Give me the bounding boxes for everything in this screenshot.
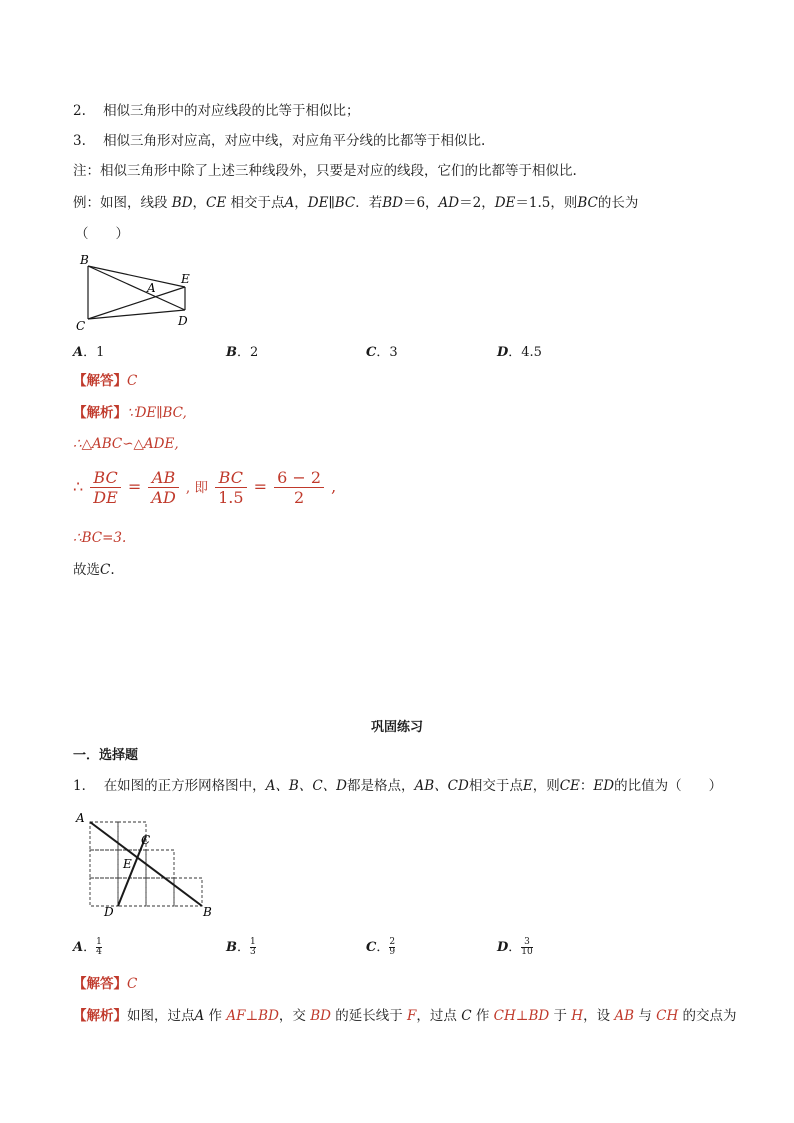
example-figure (70, 250, 210, 335)
option-letter: B (226, 345, 237, 360)
denominator: 4 (96, 947, 102, 957)
math-var: A (194, 1008, 205, 1024)
grid-figure (70, 808, 220, 923)
text-run: 作 (208, 1008, 223, 1024)
math-var: ED (593, 778, 615, 794)
conclusion-line (73, 560, 115, 580)
text-run: , (331, 477, 337, 496)
analysis-tag: 【解析】 (73, 1008, 127, 1024)
text-run: ，则 (532, 778, 560, 794)
math-var: E (522, 778, 533, 794)
option-letter: D (497, 940, 509, 955)
denominator: 1.5 (218, 488, 244, 507)
denominator: 10 (521, 947, 533, 957)
note-text: 注：相似三角形中除了上述三种线段外，只要是对应的线段，它们的比都等于相似比. (73, 163, 577, 179)
section-title: 巩固练习 (370, 720, 423, 735)
math-var: BD (171, 195, 193, 211)
option-text: ．1 (83, 345, 105, 360)
text-run: ，过点 (416, 1008, 457, 1024)
text-run: 与 (638, 1008, 652, 1024)
text-run: ＝1.5，则 (515, 195, 578, 211)
fraction (90, 468, 121, 507)
analysis-tag: 【解析】 (73, 405, 127, 421)
text-run: ，设 (583, 1008, 611, 1024)
option-letter: C (366, 940, 377, 955)
option-text: ．3 (376, 345, 398, 360)
analysis-step: ∴△ABC∽△ADE, (73, 436, 179, 452)
text-run: 都是格点， (347, 778, 415, 794)
math-var: A、B、C、D (265, 778, 348, 794)
label-b: B (80, 253, 89, 267)
numerator: 1 (96, 937, 102, 947)
text-run: 的长为 (597, 195, 639, 211)
text-run: 的延长线于 (335, 1008, 403, 1024)
option-text: ．2 (237, 345, 259, 360)
numerator: 6 − 2 (277, 468, 322, 487)
text-run: ．若 (355, 195, 383, 211)
fraction (148, 468, 178, 507)
text-run: 作 (475, 1008, 490, 1024)
label-d: D (104, 905, 114, 919)
math-var: CH (656, 1008, 679, 1024)
equals-sign: = (127, 477, 142, 496)
answer-paren: （ ） (75, 226, 129, 242)
text-run: ， (192, 195, 207, 211)
text-run: ＝2， (459, 195, 495, 211)
analysis-line (73, 1006, 737, 1026)
text-run: 相交于点 (468, 778, 523, 794)
numerator: 3 (524, 937, 530, 947)
numerator: AB (151, 468, 176, 487)
option-c[interactable] (366, 341, 398, 360)
label-e: E (123, 857, 132, 871)
label-e: E (181, 272, 190, 286)
math-var: C (100, 562, 111, 578)
fraction (521, 938, 532, 957)
text-run: 相交于点 (230, 195, 285, 211)
label-a: A (147, 281, 156, 295)
math-var: DE∥BC (307, 195, 356, 211)
math-var: H (571, 1008, 584, 1024)
item-text: 相似三角形对应高，对应中线，对应角平分线的比都等于相似比. (103, 133, 486, 149)
answer-tag: 【解答】 (73, 373, 127, 389)
text-run: 的比值为（ ） (614, 778, 723, 794)
option-d[interactable]: D． $\frac{3}{10}$ (497, 937, 533, 957)
math-expr: AF⊥BD (226, 1008, 279, 1024)
option-b[interactable]: B． $\frac{1}{3}$ (226, 937, 256, 957)
denominator: 9 (389, 947, 396, 957)
equals-sign: = (253, 477, 268, 496)
text-run: 于 (553, 1008, 567, 1024)
fraction (250, 938, 256, 957)
math-var: AD (438, 195, 460, 211)
text-run: ： (579, 778, 594, 794)
math-var: A (284, 195, 295, 211)
math-var: BD (310, 1008, 331, 1024)
text-run: 如图，过点 (127, 1008, 195, 1024)
math-var: BC (577, 195, 598, 211)
option-letter: D (497, 345, 509, 360)
analysis-line-1 (73, 403, 187, 423)
label-d: D (178, 314, 188, 328)
item-number: 3. (73, 133, 86, 149)
math-var: AB (614, 1008, 635, 1024)
therefore-symbol: ∴ (73, 477, 84, 496)
numerator: BC (218, 468, 243, 487)
answer-value: C (127, 373, 138, 389)
fraction (274, 468, 324, 507)
numerator: BC (93, 468, 118, 487)
math-var: DE (494, 195, 516, 211)
text-run: , 即 (185, 480, 208, 496)
fraction (389, 938, 395, 957)
denominator: 3 (250, 947, 256, 957)
list-item-2 (73, 101, 360, 121)
label-c: C (141, 833, 151, 847)
label-a: A (76, 811, 85, 825)
option-a[interactable]: A． $\frac{1}{4}$ (73, 937, 102, 957)
segment-be (88, 266, 185, 287)
analysis-step: ∴BC=3. (73, 530, 127, 546)
option-letter: A (73, 940, 84, 955)
denominator: AD (151, 488, 176, 507)
fraction (96, 938, 102, 957)
text-run: 在如图的正方形网格图中， (103, 778, 266, 794)
math-expr: CH⊥BD (493, 1008, 550, 1024)
option-d[interactable] (497, 341, 542, 360)
answer-line (73, 974, 137, 994)
math-var: CE (206, 195, 227, 211)
text-run: . (110, 562, 115, 578)
item-text: 相似三角形中的对应线段的比等于相似比； (103, 103, 360, 119)
option-letter: A (73, 345, 84, 360)
numerator: 2 (389, 937, 396, 947)
label-c: C (76, 319, 86, 333)
math-var: AB、CD (414, 778, 469, 794)
option-letter: C (366, 345, 377, 360)
item-number: 2. (73, 103, 86, 119)
denominator: DE (93, 488, 118, 507)
analysis-fraction-line (73, 468, 336, 507)
answer-tag: 【解答】 (73, 976, 127, 992)
answer-line (73, 371, 137, 391)
math-var: BD (382, 195, 403, 211)
option-b[interactable] (226, 341, 258, 360)
question-1 (73, 776, 722, 796)
math-var: C (461, 1008, 472, 1024)
denominator: 2 (293, 488, 305, 507)
math-var: CE (559, 778, 580, 794)
analysis-step: ∵DE∥BC, (127, 405, 187, 421)
text-run: ，交 (278, 1008, 306, 1024)
numerator: 1 (250, 937, 256, 947)
example-question (73, 193, 638, 213)
option-c[interactable]: C． $\frac{2}{9}$ (366, 937, 396, 957)
text-run: 故选 (73, 562, 100, 578)
text-run: 例：如图，线段 (73, 195, 168, 211)
text-run: ， (294, 195, 308, 211)
text-run: 的交点为 (682, 1008, 737, 1024)
question-number: 1． (73, 778, 96, 794)
option-text: ．4.5 (508, 345, 542, 360)
list-item-3 (73, 131, 485, 151)
option-letter: B (226, 940, 237, 955)
fraction (215, 468, 246, 507)
text-run: ＝6， (402, 195, 439, 211)
label-b: B (203, 905, 212, 919)
answer-value: C (127, 976, 138, 992)
math-var: F (407, 1008, 417, 1024)
option-a[interactable] (73, 341, 104, 360)
section-heading: 一．选择题 (73, 748, 139, 763)
